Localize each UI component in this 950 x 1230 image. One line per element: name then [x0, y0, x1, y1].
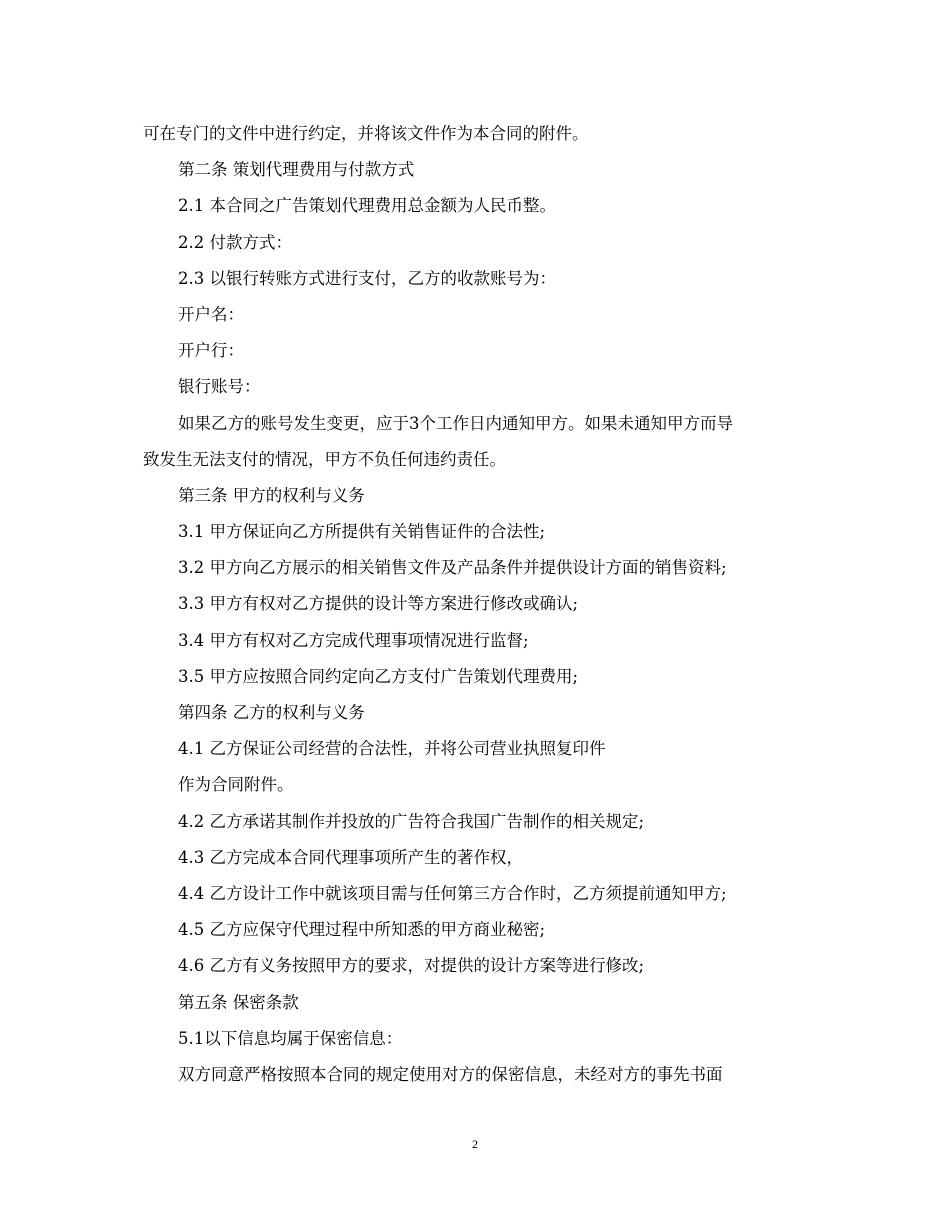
clause-4-6: 4.6 乙方有义务按照甲方的要求，对提供的设计方案等进行修改;: [178, 956, 645, 976]
clause-3-3: 3.3 甲方有权对乙方提供的设计等方案进行修改或确认;: [178, 594, 579, 614]
text-line: 致发生无法支付的情况，甲方不负任何违约责任。: [143, 449, 506, 469]
section-heading-3: 第三条 甲方的权利与义务: [178, 485, 365, 505]
text-line: 作为合同附件。: [178, 775, 294, 795]
clause-5-1: 5.1以下信息均属于保密信息：: [178, 1028, 403, 1048]
clause-3-4: 3.4 甲方有权对乙方完成代理事项情况进行监督;: [178, 630, 529, 650]
text-line: 可在专门的文件中进行约定，并将该文件作为本合同的附件。: [143, 124, 589, 143]
clause-2-3: 2.3 以银行转账方式进行支付，乙方的收款账号为：: [178, 268, 556, 288]
text-line: 如果乙方的账号发生变更，应于3个工作日内通知甲方。如果未通知甲方而导: [178, 413, 733, 433]
bank-label: 开户行：: [178, 341, 244, 361]
clause-3-1: 3.1 甲方保证向乙方所提供有关销售证件的合法性;: [178, 522, 546, 542]
section-heading-5: 第五条 保密条款: [178, 992, 299, 1012]
clause-2-1: 2.1 本合同之广告策划代理费用总金额为人民币整。: [178, 196, 556, 216]
document-body: [143, 116, 811, 1093]
clause-4-5: 4.5 乙方应保守代理过程中所知悉的甲方商业秘密;: [178, 920, 546, 940]
clause-2-2: 2.2 付款方式：: [178, 232, 292, 252]
section-heading-4: 第四条 乙方的权利与义务: [178, 703, 365, 722]
clause-3-5: 3.5 甲方应按照合同约定向乙方支付广告策划代理费用;: [178, 666, 579, 686]
clause-4-1: 4.1 乙方保证公司经营的合法性，并将公司营业执照复印件: [178, 739, 606, 759]
account-name-label: 开户名：: [178, 304, 244, 324]
clause-3-2: 3.2 甲方向乙方展示的相关销售文件及产品条件并提供设计方面的销售资料;: [178, 558, 727, 578]
section-heading-2: 第二条 策划代理费用与付款方式: [178, 160, 415, 180]
account-number-label: 银行账号：: [178, 377, 261, 397]
text-line: 双方同意严格按照本合同的规定使用对方的保密信息，未经对方的事先书面: [178, 1064, 723, 1084]
clause-4-3: 4.3 乙方完成本合同代理事项所产生的著作权，: [178, 847, 523, 867]
clause-4-4: 4.4 乙方设计工作中就该项目需与任何第三方合作时，乙方须提前通知甲方;: [178, 883, 727, 903]
page-number: 2: [472, 1137, 478, 1151]
clause-4-2: 4.2 乙方承诺其制作并投放的广告符合我国广告制作的相关规定;: [178, 811, 645, 831]
